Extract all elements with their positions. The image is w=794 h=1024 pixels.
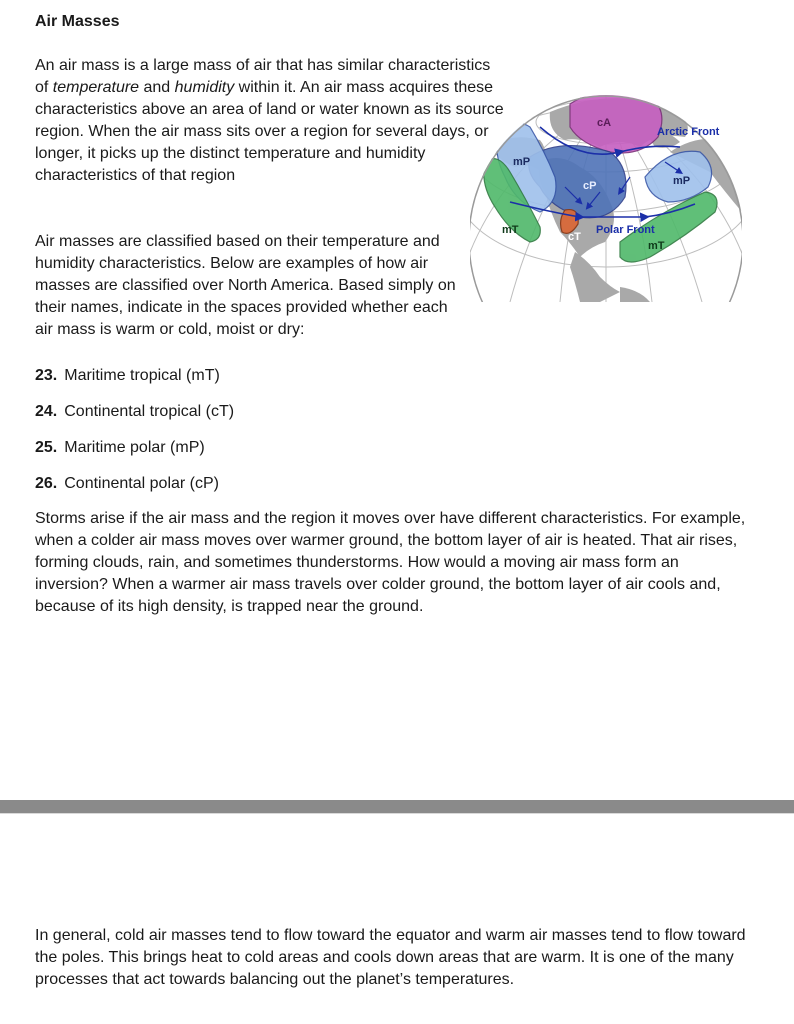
intro-emphasis-temperature: temperature [52,79,140,96]
worksheet-page-2 [0,815,794,1024]
air-mass-globe-map [470,92,742,302]
label-cp: cP [583,180,597,192]
intro-text-3: within it. An air mass acquires these characteristics above an area of land or water known as its source region. When the air mass sits over a region for several days, or longer, it picks up the distinct temperature and humidity characteristics of that region [35,79,504,184]
storms-paragraph: Storms arise if the air mass and the region it moves over have different characteristics. For example, when a colder air mass moves over warmer ground, the bottom layer of air is heated. That air rises, forming clouds, rain, and sometimes thunderstorms. How would a moving air mass form an inversion? When a warmer air mass travels over colder ground, the bottom layer of air cools and, because of its high density, is trapped near the ground. [35,510,746,615]
question-24 [35,401,234,423]
label-arctic-front: Arctic Front [657,126,720,138]
page-divider-bar [0,800,794,813]
label-mp-west: mP [513,156,531,168]
question-23 [35,365,220,387]
question-text: Maritime tropical (mT) [64,367,220,384]
label-mt-east: mT [648,240,665,252]
question-number: 23. [35,367,58,384]
classification-paragraph: Air masses are classified based on their temperature and humidity characteristics. Below are examples of how air masses are classified over North America. Based simply on their names, indicate in the spaces provided whether each air mass is warm or cold, moist or dry: [35,233,456,338]
question-number: 25. [35,439,58,456]
label-mt-west: mT [502,224,519,236]
label-polar-front: Polar Front [596,224,655,236]
question-number: 26. [35,475,58,492]
page-title: Air Masses [35,13,120,30]
intro-emphasis-humidity: humidity [174,79,235,96]
question-text: Continental polar (cP) [64,475,219,492]
intro-text-2: and [139,79,175,96]
question-26 [35,473,219,495]
label-mp-east: mP [673,175,691,187]
intro-paragraph [35,55,505,187]
intro-text-1: An air mass is a large mass of air that has similar characteristics of [35,57,491,96]
label-ct: cT [568,231,581,243]
question-number: 24. [35,403,58,420]
label-ca: cA [597,117,612,129]
question-text: Continental tropical (cT) [64,403,235,420]
question-25 [35,437,205,459]
closing-paragraph: In general, cold air masses tend to flow toward the equator and warm air masses tend to flow toward the poles. This brings heat to cold areas and cools down areas that are warm. It is one of the many processes that act towards balancing out the planet’s temperatures. [35,927,746,988]
globe-svg [470,92,742,302]
question-text: Maritime polar (mP) [64,439,205,456]
